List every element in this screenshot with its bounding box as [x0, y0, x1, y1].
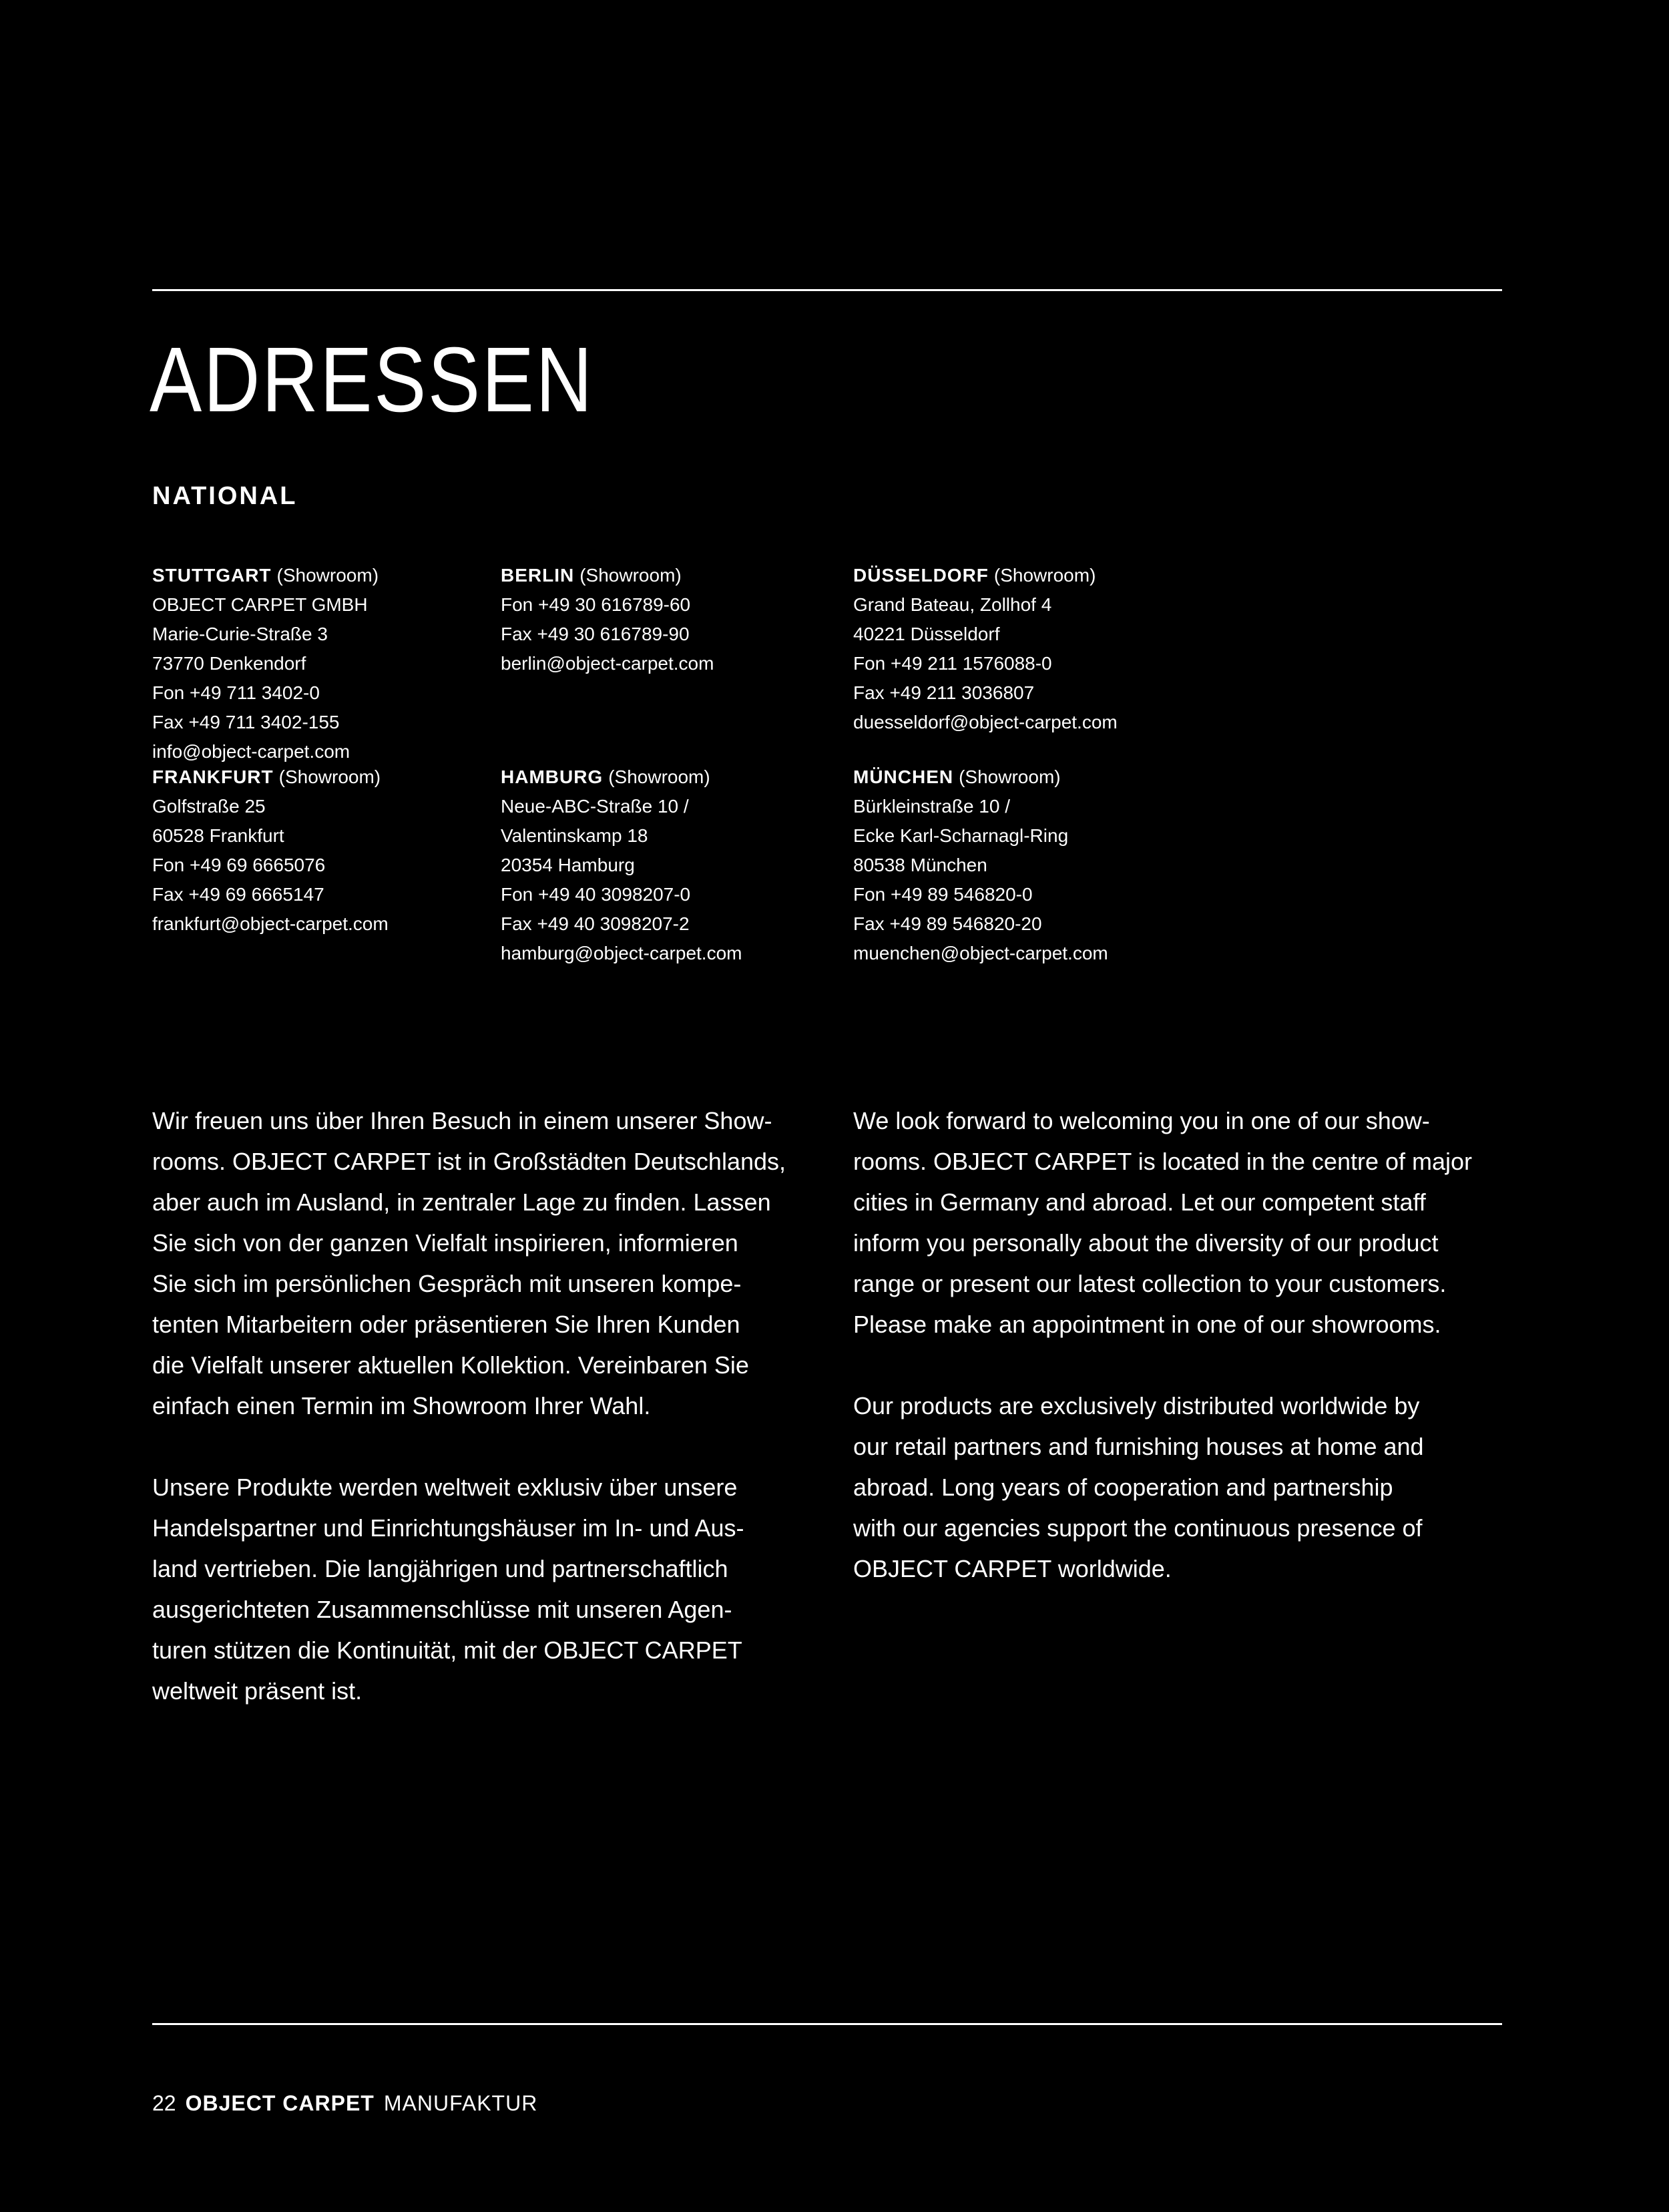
showroom-label: (Showroom): [608, 766, 710, 787]
address-lines: [853, 792, 1187, 968]
text-line: Wir freuen uns über Ihren Besuch in einem unserer Show-: [152, 1107, 772, 1134]
address-line: Fax +49 69 6665147: [152, 884, 324, 905]
body-text-english: [853, 1100, 1527, 1589]
address-line: Fax +49 211 3036807: [853, 682, 1035, 703]
address-line: 40221 Düsseldorf: [853, 624, 1000, 644]
address-lines: [152, 792, 486, 939]
brand-name: OBJECT CARPET: [185, 2091, 375, 2115]
address-line: frankfurt@object-carpet.com: [152, 913, 389, 934]
showroom-label: (Showroom): [579, 565, 682, 586]
city-name: MÜNCHEN: [853, 766, 954, 787]
showroom-label: (Showroom): [959, 766, 1061, 787]
text-line: aber auch im Ausland, in zentraler Lage zu finden. Lassen: [152, 1188, 771, 1216]
address-line: Fon +49 211 1576088-0: [853, 653, 1052, 674]
address-line: Grand Bateau, Zollhof 4: [853, 594, 1052, 615]
text-line: rooms. OBJECT CARPET is located in the centre of major: [853, 1148, 1473, 1175]
address-line: Golfstraße 25: [152, 796, 266, 817]
address-line: Ecke Karl-Scharnagl-Ring: [853, 825, 1069, 846]
address-line: 80538 München: [853, 855, 987, 875]
text-line: We look forward to welcoming you in one of our show-: [853, 1107, 1430, 1134]
address-block-hamburg: [501, 762, 834, 968]
address-lines: [501, 590, 834, 678]
address-block-stuttgart: [152, 561, 486, 766]
address-block-duesseldorf: [853, 561, 1187, 737]
address-line: Fax +49 40 3098207-2: [501, 913, 690, 934]
page-title: ADRESSEN: [150, 328, 594, 431]
page-footer: [152, 2091, 537, 2116]
paragraph-en-2: [853, 1385, 1527, 1589]
address-line: Fon +49 40 3098207-0: [501, 884, 691, 905]
text-line: Handelspartner und Einrichtungshäuser im In- und Aus-: [152, 1514, 744, 1542]
address-line: Fon +49 30 616789-60: [501, 594, 691, 615]
text-line: Please make an appointment in one of our showrooms.: [853, 1311, 1441, 1338]
text-line: ausgerichteten Zusammenschlüsse mit unseren Agen-: [152, 1596, 732, 1623]
address-line: Marie-Curie-Straße 3: [152, 624, 328, 644]
address-line: Fax +49 30 616789-90: [501, 624, 690, 644]
address-line: Fax +49 89 546820-20: [853, 913, 1042, 934]
address-lines: [853, 590, 1187, 737]
address-block-berlin: [501, 561, 834, 678]
address-header: [501, 561, 834, 590]
address-line: muenchen@object-carpet.com: [853, 943, 1108, 963]
showroom-label: (Showroom): [278, 766, 381, 787]
text-line: einfach einen Termin im Showroom Ihrer Wahl.: [152, 1392, 651, 1419]
showroom-label: (Showroom): [993, 565, 1096, 586]
text-line: OBJECT CARPET worldwide.: [853, 1555, 1172, 1582]
address-line: Neue-ABC-Straße 10 /: [501, 796, 689, 817]
text-line: rooms. OBJECT CARPET ist in Großstädten Deutschlands,: [152, 1148, 786, 1175]
paragraph-de-1: [152, 1100, 826, 1426]
text-line: Sie sich von der ganzen Vielfalt inspirieren, informieren: [152, 1229, 738, 1257]
address-line: berlin@object-carpet.com: [501, 653, 714, 674]
showroom-label: (Showroom): [276, 565, 379, 586]
text-line: abroad. Long years of cooperation and partnership: [853, 1474, 1393, 1501]
page-number: 22: [152, 2091, 176, 2115]
address-block-frankfurt: [152, 762, 486, 939]
text-line: with our agencies support the continuous presence of: [853, 1514, 1423, 1542]
address-header: [501, 762, 834, 792]
text-line: Sie sich im persönlichen Gespräch mit unseren kompe-: [152, 1270, 742, 1297]
city-name: FRANKFURT: [152, 766, 274, 787]
top-rule: [152, 289, 1502, 291]
city-name: HAMBURG: [501, 766, 604, 787]
text-line: tenten Mitarbeitern oder präsentieren Sie Ihren Kunden: [152, 1311, 740, 1338]
city-name: STUTTGART: [152, 565, 272, 586]
brand-suffix: MANUFAKTUR: [383, 2091, 538, 2115]
text-line: turen stützen die Kontinuität, mit der OBJECT CARPET: [152, 1636, 742, 1664]
section-heading-national: NATIONAL: [152, 482, 298, 510]
address-line: Fon +49 89 546820-0: [853, 884, 1033, 905]
text-line: range or present our latest collection to your customers.: [853, 1270, 1447, 1297]
address-line: 20354 Hamburg: [501, 855, 635, 875]
address-line: OBJECT CARPET GMBH: [152, 594, 368, 615]
bottom-rule: [152, 2023, 1502, 2025]
address-line: info@object-carpet.com: [152, 741, 350, 762]
text-line: cities in Germany and abroad. Let our competent staff: [853, 1188, 1426, 1216]
address-header: [152, 762, 486, 792]
address-line: Valentinskamp 18: [501, 825, 648, 846]
text-line: die Vielfalt unserer aktuellen Kollektion. Vereinbaren Sie: [152, 1351, 749, 1379]
address-lines: [152, 590, 486, 766]
address-line: Bürkleinstraße 10 /: [853, 796, 1010, 817]
address-line: Fax +49 711 3402-155: [152, 712, 340, 732]
address-lines: [501, 792, 834, 968]
address-line: Fon +49 711 3402-0: [152, 682, 320, 703]
address-line: 60528 Frankfurt: [152, 825, 284, 846]
text-line: weltweit präsent ist.: [152, 1677, 363, 1705]
paragraph-de-2: [152, 1467, 826, 1711]
text-line: Unsere Produkte werden weltweit exklusiv über unsere: [152, 1474, 738, 1501]
paragraph-en-1: [853, 1100, 1527, 1345]
text-line: Our products are exclusively distributed worldwide by: [853, 1392, 1420, 1419]
city-name: BERLIN: [501, 565, 575, 586]
city-name: DÜSSELDORF: [853, 565, 989, 586]
text-line: inform you personally about the diversity of our product: [853, 1229, 1439, 1257]
text-line: our retail partners and furnishing houses at home and: [853, 1433, 1424, 1460]
address-header: [152, 561, 486, 590]
address-block-muenchen: [853, 762, 1187, 968]
address-header: [853, 762, 1187, 792]
address-line: duesseldorf@object-carpet.com: [853, 712, 1118, 732]
address-line: Fon +49 69 6665076: [152, 855, 326, 875]
body-text-german: [152, 1100, 826, 1711]
address-header: [853, 561, 1187, 590]
address-line: hamburg@object-carpet.com: [501, 943, 742, 963]
address-line: 73770 Denkendorf: [152, 653, 306, 674]
text-line: land vertrieben. Die langjährigen und partnerschaftlich: [152, 1555, 728, 1582]
